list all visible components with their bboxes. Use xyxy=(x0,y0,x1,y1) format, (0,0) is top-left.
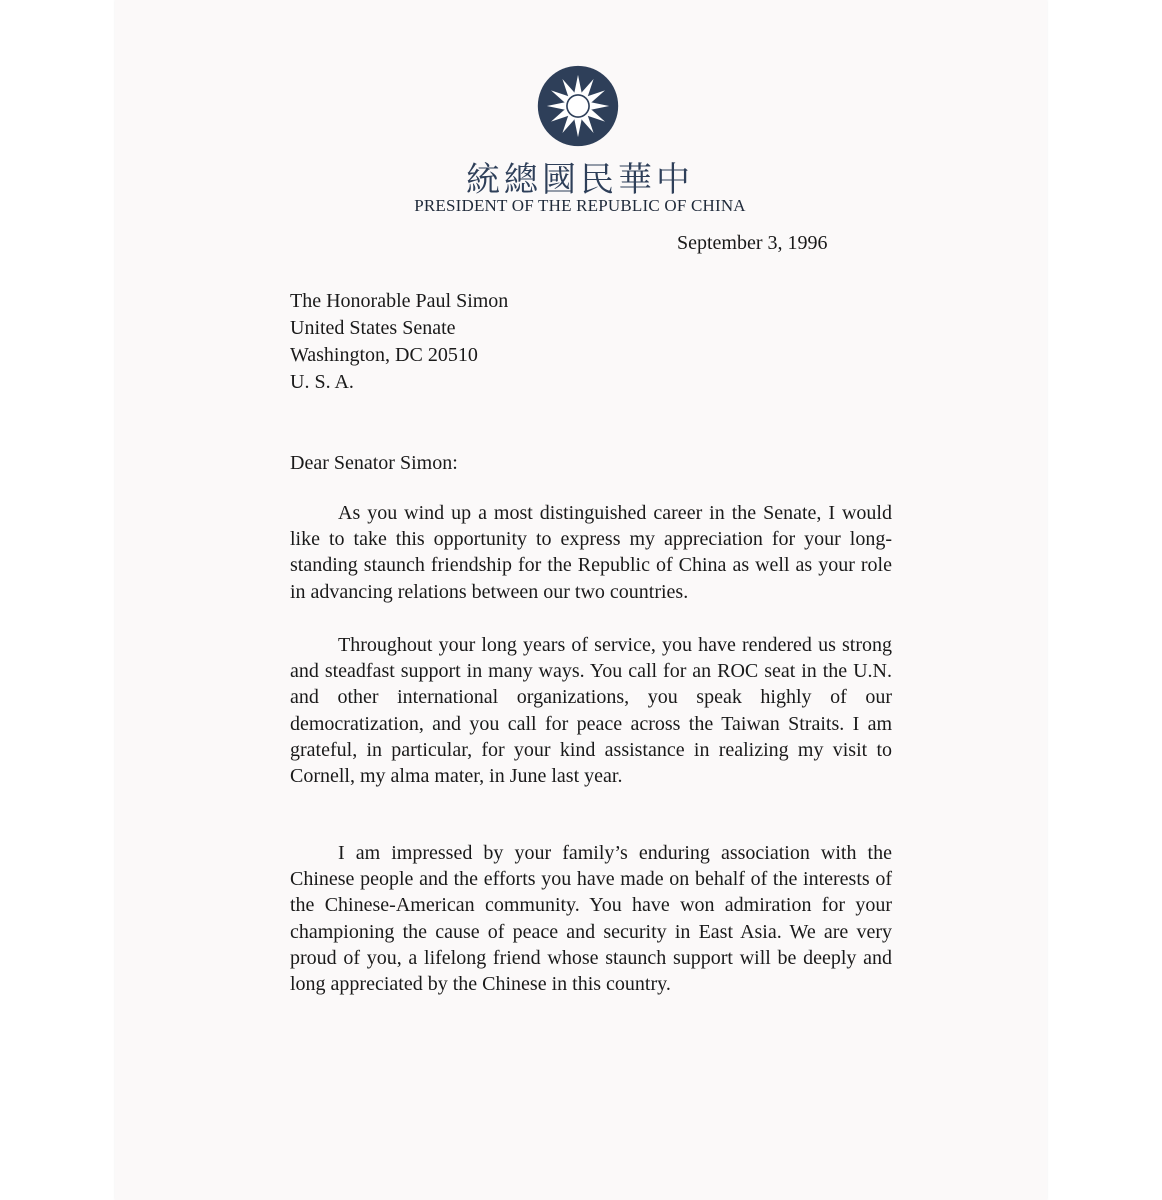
address-line: United States Senate xyxy=(290,317,456,339)
address-line: The Honorable Paul Simon xyxy=(290,290,509,312)
letter-date: September 3, 1996 xyxy=(677,232,828,254)
body-paragraph: As you wind up a most distinguished career in the Senate, I would like to take this opportunity to express my appreciation for your long-standing staunch friendship for the Republic of China as well as your role in advancing relations between our two countries. xyxy=(290,502,892,603)
body-paragraph: I am impressed by your family’s enduring association with the Chinese people and the efforts you have made on behalf of the interests of the Chinese-American community. You have won admiration for your championing the cause of peace and security in East Asia. We are very proud of you, a lifelong friend whose staunch support will be deeply and long appreciated by the Chinese in this country. xyxy=(290,842,892,996)
address-line: U. S. A. xyxy=(290,371,354,393)
chinese-letterhead-title: 中華民國總統 xyxy=(466,160,694,200)
sun-emblem-icon xyxy=(537,65,619,147)
address-line: Washington, DC 20510 xyxy=(290,344,478,366)
body-paragraph: Throughout your long years of service, you have rendered us strong and steadfast support in many ways. You call for an ROC seat in the U.N. and other international organizations, you speak highly of our democratization, and you call for peace across the Taiwan Straits. I am grateful, in particular, for your kind assistance in realizing my visit to Cornell, my alma mater, in June last year. xyxy=(290,634,892,788)
english-letterhead-title: PRESIDENT OF THE REPUBLIC OF CHINA xyxy=(414,196,746,215)
salutation: Dear Senator Simon: xyxy=(290,452,458,474)
recipient-address xyxy=(290,288,508,396)
